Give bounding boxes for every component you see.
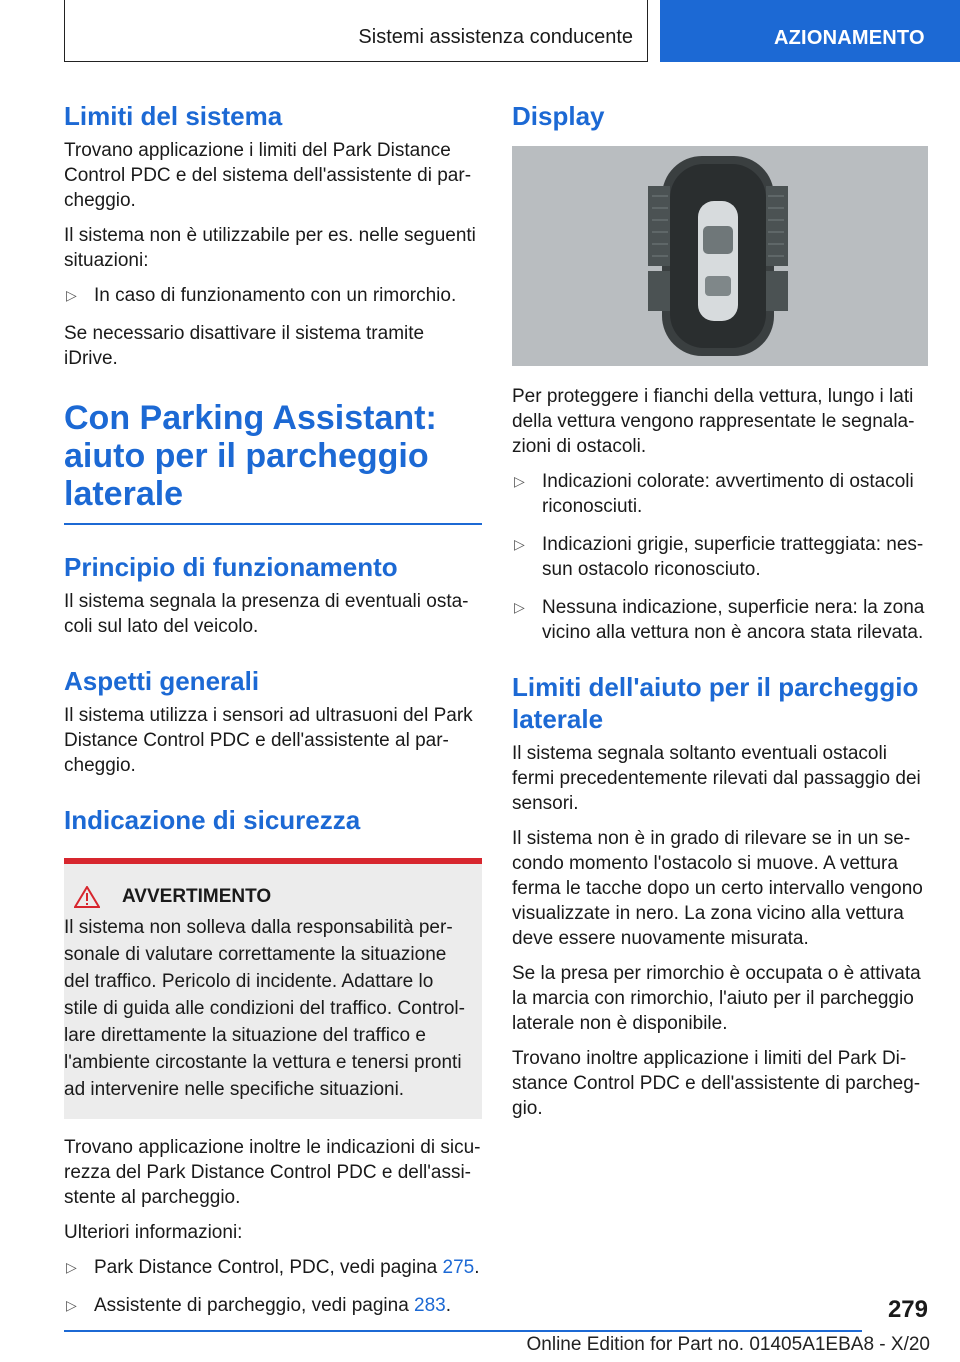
main-section-title: Con Parking Assistant: aiuto per il parcheggio laterale xyxy=(64,399,482,525)
list-item: ▷ Indicazioni grigie, superficie tratteggiata: nes-sun ostacolo riconosciuto. xyxy=(514,534,924,580)
limits-heading: Limiti del sistema xyxy=(64,101,283,131)
limits2-paragraph-1: Il sistema segnala soltanto eventuali ostacoli fermi precedentemente rilevati dal passaggio dei sensori. xyxy=(512,743,921,814)
display-paragraph: Per proteggere i fianchi della vettura, lungo i lati della vettura vengono rappresentate le segnala-zioni di ostacoli. xyxy=(512,386,915,457)
list-item: ▷ Park Distance Control, PDC, vedi pagina 275. xyxy=(66,1257,480,1278)
footer-divider xyxy=(64,1330,862,1332)
triangle-right-icon: ▷ xyxy=(514,473,525,489)
footer-edition: Online Edition for Part no. 01405A1EBA8 - X/20 xyxy=(526,1334,930,1355)
list-item: ▷ Indicazioni colorate: avvertimento di ostacoli riconosciuti. xyxy=(514,471,914,517)
general-paragraph: Il sistema utilizza i sensori ad ultrasuoni del Park Distance Control PDC e dell'assistente al par-cheggio. xyxy=(64,705,473,776)
limits-paragraph-1: Trovano applicazione i limiti del Park Distance Control PDC e del sistema dell'assistente di par-cheggio. xyxy=(64,140,472,211)
page-link-275[interactable]: 275 xyxy=(442,1257,475,1278)
triangle-right-icon: ▷ xyxy=(66,1259,77,1275)
triangle-right-icon: ▷ xyxy=(514,536,525,552)
general-heading: Aspetti generali xyxy=(64,666,260,696)
limits2-heading: Limiti dell'aiuto per il parcheggio laterale xyxy=(512,672,919,734)
reference-list xyxy=(64,1255,482,1318)
display-heading: Display xyxy=(512,101,605,131)
right-column xyxy=(512,100,928,1131)
header-section-title: Sistemi assistenza conducente xyxy=(358,26,633,48)
page-number: 279 xyxy=(887,1296,928,1323)
principle-heading: Principio di funzionamento xyxy=(64,552,398,582)
limits2-paragraph-3: Se la presa per rimorchio è occupata o è attivata la marcia con rimorchio, l'aiuto per il parcheggio laterale non è disponibile. xyxy=(512,963,921,1034)
limits2-paragraph-4: Trovano inoltre applicazione i limiti del Park Di-stance Control PDC e dell'assistente di parcheg-gio. xyxy=(512,1048,921,1119)
more-info-label: Ulteriori informazioni: xyxy=(64,1222,243,1243)
limits-paragraph-3: Se necessario disattivare il sistema tramite iDrive. xyxy=(64,323,425,369)
list-item: ▷ Assistente di parcheggio, vedi pagina 283. xyxy=(66,1295,452,1316)
header-chapter-title: AZIONAMENTO xyxy=(774,27,925,49)
principle-paragraph: Il sistema segnala la presenza di eventuali osta-coli sul lato del veicolo. xyxy=(64,591,469,637)
left-column xyxy=(64,100,482,1331)
triangle-right-icon: ▷ xyxy=(66,1297,77,1313)
warning-text: Il sistema non solleva dalla responsabilità per-sonale di valutare correttamente la situazione del traffico. Pericolo di incidente. Adattare lo stile di guida alle condizioni del traffico. Control-lare direttamente la situazione del traffico e l'ambiente circostante la vettura e tenersi pronti ad intervenire nelle specifiche situazioni. xyxy=(64,917,465,1100)
limits-list xyxy=(64,283,482,308)
warning-triangle-icon xyxy=(74,886,100,908)
parking-display-image xyxy=(512,146,928,366)
limits2-paragraph-2: Il sistema non è in grado di rilevare se in un se-condo momento l'ostacolo si muove. A vettura ferma le tacche dopo un certo intervallo vengono visualizzate in nero. La zona vicino alla vettura deve essere nuovamente misurata. xyxy=(512,828,923,949)
triangle-right-icon: ▷ xyxy=(514,599,525,615)
warning-label: AVVERTIMENTO xyxy=(122,886,272,907)
warning-box xyxy=(64,858,482,1119)
warning-header xyxy=(64,886,472,908)
page-link-283[interactable]: 283 xyxy=(414,1295,446,1316)
display-list xyxy=(512,469,928,645)
car-top-view-illustration xyxy=(512,146,928,366)
list-item: ▷ In caso di funzionamento con un rimorchio. xyxy=(66,285,457,306)
limits-paragraph-2: Il sistema non è utilizzabile per es. nelle seguenti situazioni: xyxy=(64,225,476,271)
list-item: ▷ Nessuna indicazione, superficie nera: la zona vicino alla vettura non è ancora stata rilevata. xyxy=(514,597,925,643)
triangle-right-icon: ▷ xyxy=(66,287,77,303)
header-chapter-tab[interactable] xyxy=(660,0,960,62)
safety-paragraph: Trovano applicazione inoltre le indicazioni di sicu-rezza del Park Distance Control PDC e dell'assi-stente al parcheggio. xyxy=(64,1137,481,1208)
safety-heading: Indicazione di sicurezza xyxy=(64,805,361,835)
header-section xyxy=(64,0,648,62)
